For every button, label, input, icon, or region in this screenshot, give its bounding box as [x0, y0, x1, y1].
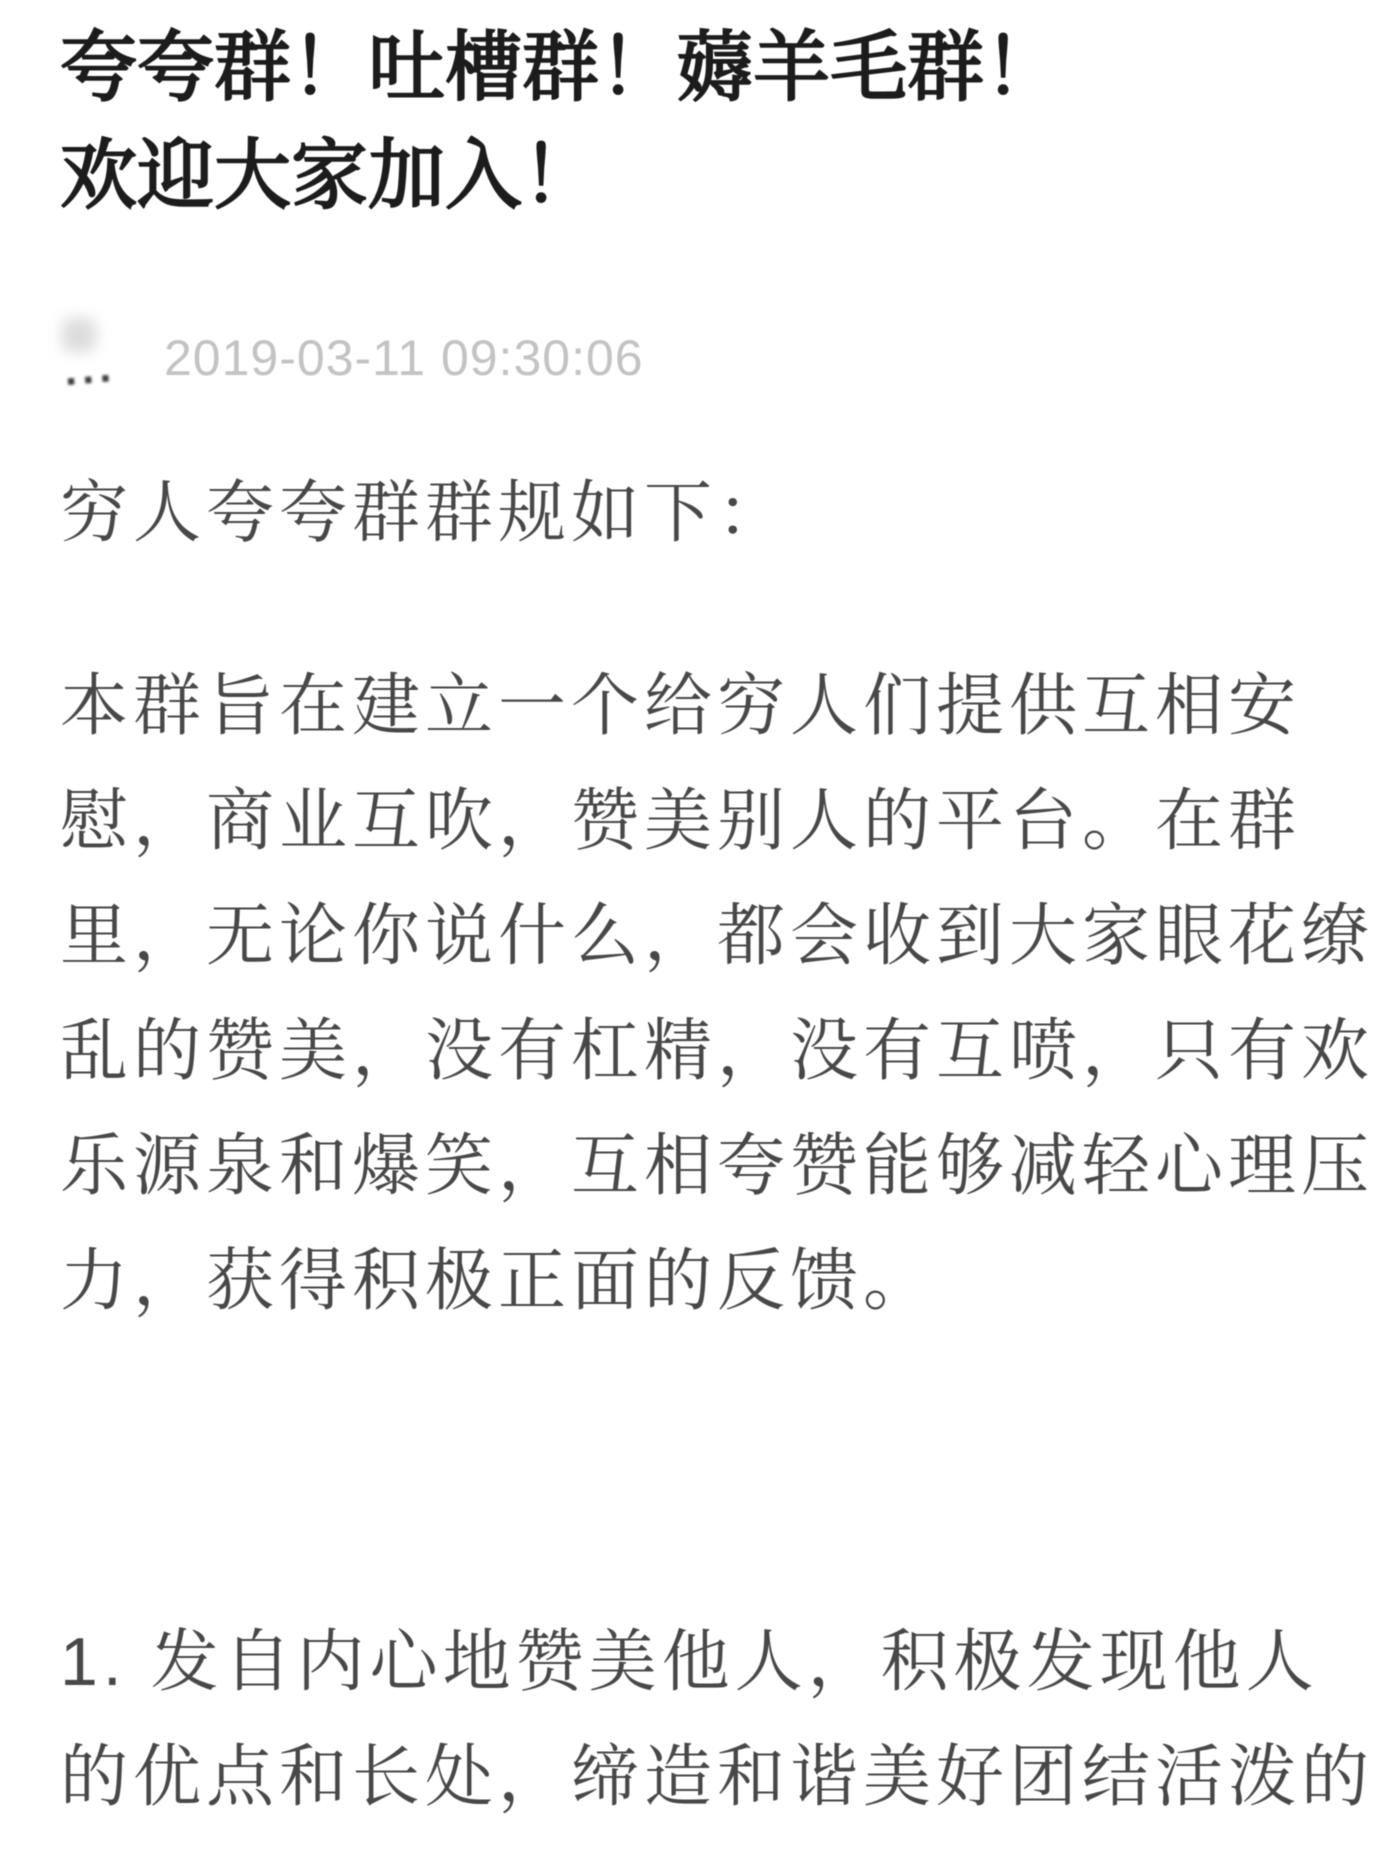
- redacted-author-dots: ...: [61, 341, 118, 396]
- rules-intro-paragraph: [60, 456, 1360, 571]
- rule-1-line: 的优点和长处，缔造和谐美好团结活泼的: [60, 1739, 1375, 1815]
- rules-intro-line: 穷人夸夸群群规如下：: [60, 475, 791, 551]
- group-description-paragraph: [60, 649, 1375, 1339]
- group-description-line: 慰，商业互吹，赞美别人的平台。在群: [60, 783, 1302, 859]
- group-description-line: 力，获得积极正面的反馈。: [60, 1243, 937, 1319]
- group-description-line: 乐源泉和爆笑，互相夸赞能够减轻心理压: [60, 1128, 1375, 1204]
- post-meta-row: [60, 326, 1360, 396]
- post-title-line-1: 夸夸群！吐槽群！薅羊毛群！: [60, 25, 1061, 111]
- group-description-line: 本群旨在建立一个给穷人们提供互相安: [60, 668, 1302, 744]
- post-title: [60, 14, 1360, 230]
- post-title-line-2: 欢迎大家加入！: [60, 133, 599, 219]
- group-description-line: 里，无论你说什么，都会收到大家眼花缭: [60, 898, 1375, 974]
- group-description-line: 乱的赞美，没有杠精，没有互喷，只有欢: [60, 1013, 1375, 1089]
- rule-1-line: 1. 发自内心地赞美他人，积极发现他人: [60, 1624, 1319, 1700]
- post-timestamp: 2019-03-11 09:30:06: [164, 330, 644, 386]
- rule-1-paragraph: [60, 1605, 1375, 1835]
